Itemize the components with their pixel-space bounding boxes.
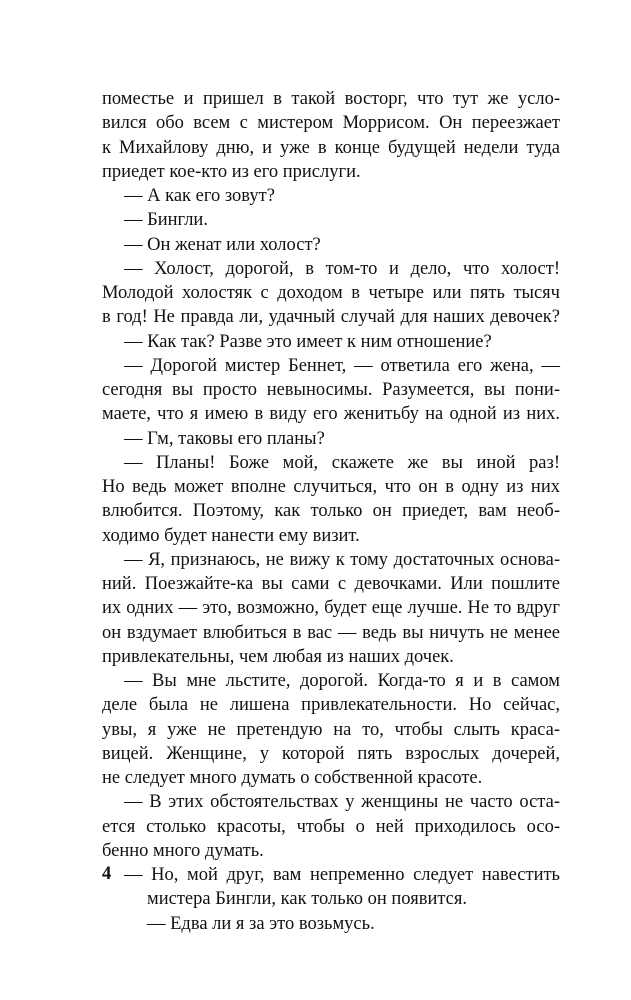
text-line: не следует много думать о собственной красоте. (102, 768, 483, 788)
text-line: — Гм, таковы его планы? (124, 428, 325, 449)
text-line: — Он женат или холост? (124, 234, 321, 255)
text-line: сегодня вы просто невыносимы. Разумеется, вы пони- (102, 380, 560, 400)
text-line: — Вы мне льстите, дорогой. Когда-то я и в самом (124, 671, 560, 691)
text-line: — А как его зовут? (124, 186, 275, 206)
text-line: мистера Бингли, как только он появится. (147, 889, 468, 910)
page-number: 4 (102, 864, 112, 884)
text-line: деле была не лишена привлекательности. Но сейчас, (102, 695, 560, 716)
text-line: увы, я уже не претендую на то, чтобы слыть краса- (102, 719, 560, 740)
text-line: вицей. Женщине, у которой пять взрослых дочерей, (102, 743, 560, 764)
text-line: Но ведь может вполне случиться, что он в одну из них (102, 477, 560, 497)
text-line: маете, что я имею в виду его женитьбу на одной из них. (102, 404, 560, 425)
text-line: бенно много думать. (102, 840, 264, 861)
text-line: ходимо будет нанести ему визит. (102, 525, 360, 546)
text-line: привлекательны, чем любая из наших дочек. (102, 646, 454, 667)
text-line: приедет кое-кто из его прислуги. (102, 161, 361, 182)
text-line: — Едва ли я за это возьмусь. (147, 913, 375, 934)
text-line: — Но, мой друг, вам непременно следует навестить (124, 865, 560, 885)
text-line: поместье и пришел в такой восторг, что тут же усло- (102, 89, 560, 109)
text-line: их одних — это, возможно, будет еще лучше. Не то вдруг (102, 598, 560, 619)
text-line: — Как так? Разве это имеет к ним отношение? (124, 331, 492, 352)
text-line: влюбится. Поэтому, как только он приедет, вам необ- (102, 501, 560, 522)
text-line: — Планы! Боже мой, скажете же вы иной раз! (124, 452, 560, 473)
text-line: ний. Поезжайте-ка вы сами с девочками. Или пошлите (102, 574, 560, 594)
text-line: — В этих обстоятельствах у женщины не часто оста- (124, 792, 560, 813)
text-line: Молодой холостяк с доходом в четыре или пять тысяч (102, 283, 560, 303)
text-line: — Дорогой мистер Беннет, — ответила его жена, — (124, 355, 560, 376)
text-line: — Я, признаюсь, не вижу к тому достаточных основа- (124, 549, 560, 570)
text-line: в год! Не правда ли, удачный случай для наших девочек? (102, 307, 560, 328)
text-line: — Холост, дорогой, в том-то и дело, что холост! (124, 258, 560, 279)
text-line: к Михайлову дню, и уже в конце будущей недели туда (102, 137, 560, 158)
page-body-text (102, 87, 560, 936)
text-line: вился обо всем с мистером Моррисом. Он переезжает (102, 113, 560, 134)
text-line: он вздумает влюбиться в вас — ведь вы ничуть не менее (102, 622, 560, 643)
text-line: ется столько красоты, чтобы о ней приходилось осо- (102, 816, 560, 837)
text-line: — Бингли. (124, 210, 208, 231)
